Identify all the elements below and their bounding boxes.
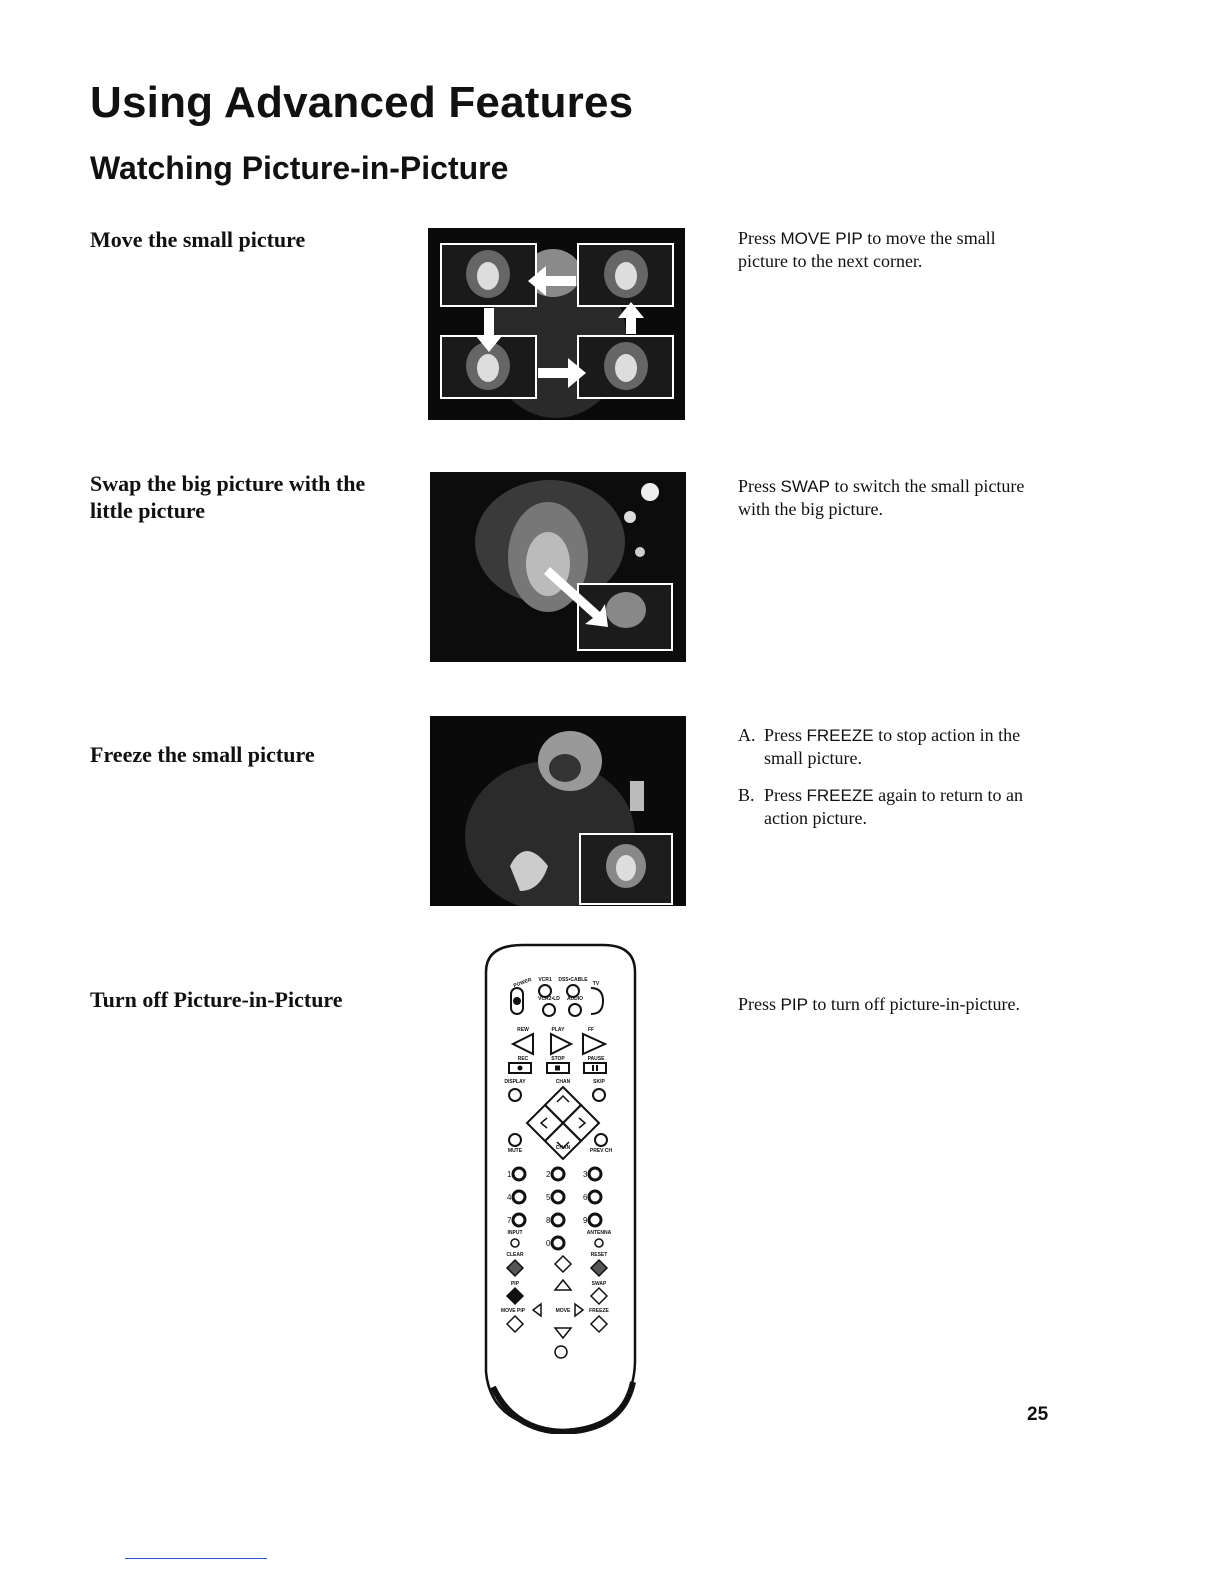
key-swap: SWAP bbox=[780, 477, 830, 496]
digit-label: 6 bbox=[583, 1193, 588, 1202]
remote-control-illustration bbox=[483, 942, 643, 1439]
digit-label: 9 bbox=[583, 1216, 588, 1225]
swap-illustration bbox=[430, 472, 686, 662]
label-skip: SKIP bbox=[593, 1079, 605, 1085]
freeze-illustration bbox=[430, 716, 686, 906]
desc-turn-off-pip: Press PIP to turn off picture-in-picture. bbox=[738, 994, 1021, 1014]
digit-label: 1 bbox=[507, 1170, 512, 1179]
label-play: PLAY bbox=[551, 1027, 565, 1033]
label-prev-ch: PREV CH bbox=[589, 1148, 613, 1154]
label-move: MOVE bbox=[555, 1308, 571, 1314]
step-a: A. Press FREEZE to stop action in the small picture. bbox=[738, 725, 1021, 768]
label-audio: AUDIO bbox=[566, 996, 584, 1002]
label-display: DISPLAY bbox=[504, 1079, 526, 1085]
digit-label: 8 bbox=[546, 1216, 551, 1225]
key-freeze: FREEZE bbox=[806, 786, 874, 805]
label-swap: SWAP bbox=[591, 1281, 607, 1287]
section-subtitle: Watching Picture-in-Picture bbox=[90, 150, 509, 186]
label-vcr2-ld: VCR2•LD bbox=[538, 996, 560, 1002]
label-antenna: ANTENNA bbox=[586, 1230, 612, 1236]
digit-label: 2 bbox=[546, 1170, 551, 1179]
label-vcr1: VCR1 bbox=[538, 977, 552, 983]
label-tv: TV bbox=[592, 981, 600, 987]
heading-swap-pictures: Swap the big picture with the little picture bbox=[90, 471, 366, 523]
heading-move-small-picture: Move the small picture bbox=[90, 227, 306, 252]
label-rec: REC bbox=[517, 1056, 529, 1062]
digit-label: 3 bbox=[583, 1170, 588, 1179]
desc-move-small-picture: Press MOVE PIP to move the small picture to the next corner. bbox=[738, 228, 996, 271]
label-stop: STOP bbox=[551, 1056, 565, 1062]
digit-label: 5 bbox=[546, 1193, 551, 1202]
label-input: INPUT bbox=[507, 1230, 523, 1236]
label-dss-cable: DSS•CABLE bbox=[558, 977, 588, 983]
page-title: Using Advanced Features bbox=[90, 78, 634, 127]
heading-turn-off-pip: Turn off Picture-in-Picture bbox=[90, 987, 343, 1012]
label-freeze: FREEZE bbox=[589, 1308, 609, 1314]
freeze-steps bbox=[738, 724, 1038, 844]
heading-freeze-small-picture: Freeze the small picture bbox=[90, 742, 315, 767]
label-rew: REW bbox=[517, 1027, 529, 1033]
digit-label: 4 bbox=[507, 1193, 512, 1202]
desc-swap-pictures: Press SWAP to switch the small picture with the big picture. bbox=[738, 476, 1025, 519]
label-power: POWER bbox=[512, 977, 533, 990]
label-move-pip: MOVE PIP bbox=[500, 1308, 526, 1314]
label-pip: PIP bbox=[510, 1281, 520, 1287]
label-reset: RESET bbox=[590, 1252, 608, 1258]
label-pause: PAUSE bbox=[587, 1056, 605, 1062]
digit-label: 0 bbox=[546, 1239, 551, 1248]
step-b: B. Press FREEZE again to return to an action picture. bbox=[738, 785, 1024, 828]
key-move-pip: MOVE PIP bbox=[780, 229, 863, 248]
label-chan-down: CHAN bbox=[555, 1145, 571, 1151]
label-ff: FF bbox=[587, 1027, 595, 1033]
label-mute: MUTE bbox=[507, 1148, 523, 1154]
move-pip-illustration bbox=[428, 228, 685, 420]
digit-label: 7 bbox=[507, 1216, 512, 1225]
footer-rule bbox=[125, 1558, 267, 1559]
key-pip: PIP bbox=[780, 995, 808, 1014]
page-number: 25 bbox=[1027, 1404, 1049, 1425]
label-clear: CLEAR bbox=[506, 1252, 524, 1258]
label-chan-up: CHAN bbox=[555, 1079, 571, 1085]
key-freeze: FREEZE bbox=[806, 726, 874, 745]
